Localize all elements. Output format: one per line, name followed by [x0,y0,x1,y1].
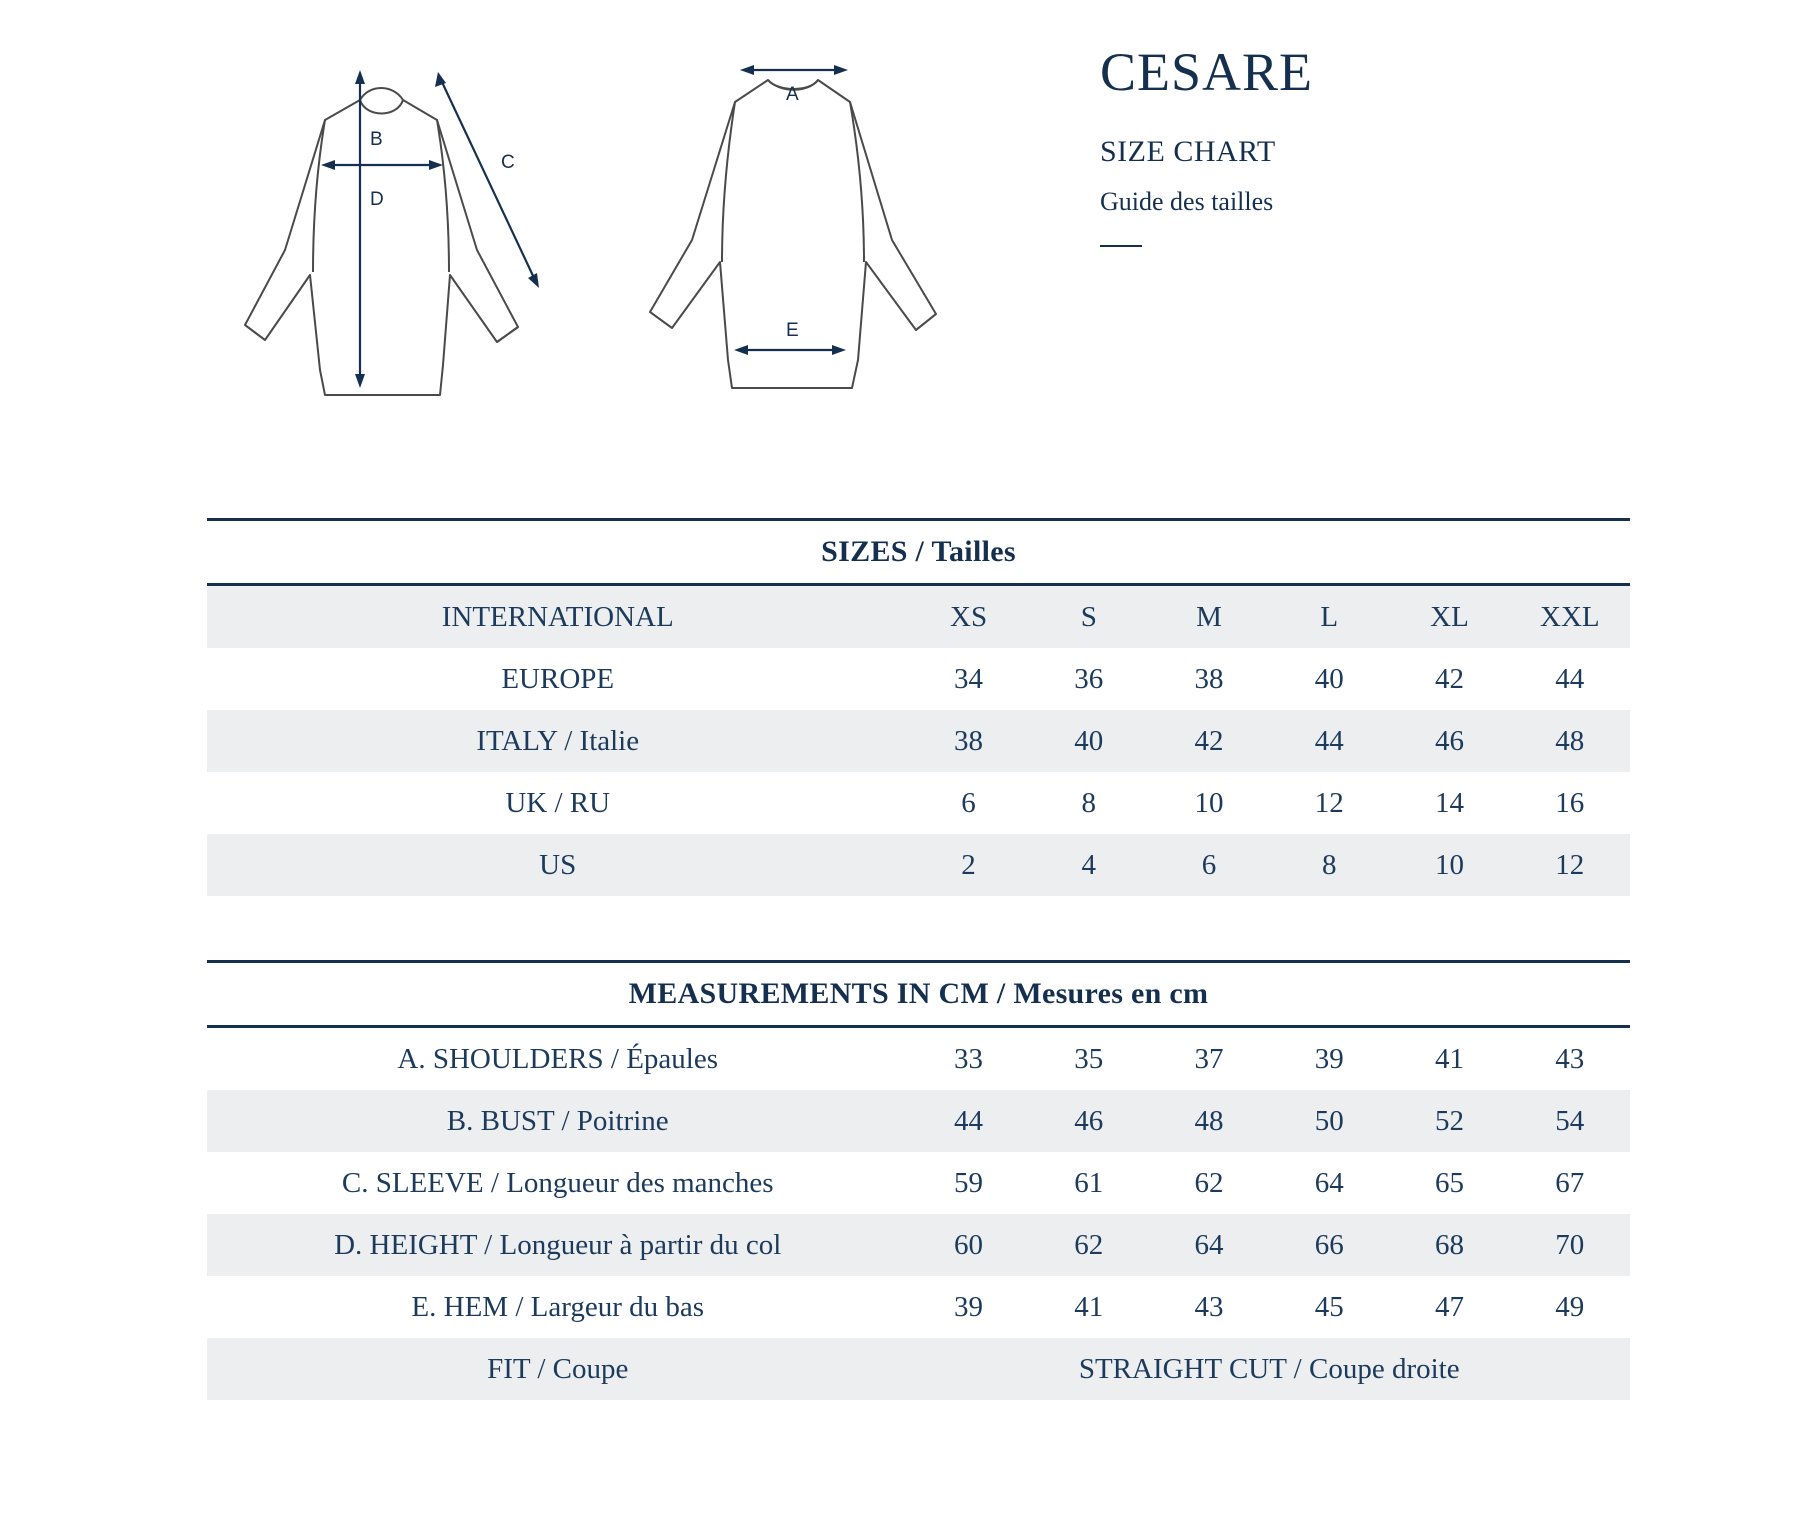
chart-subtitle-fr: Guide des tailles [1100,187,1274,216]
row-value: 38 [908,710,1028,772]
row-value: 37 [1194,1042,1224,1075]
row-value: 44 [908,1090,1028,1152]
row-value: 68 [1389,1214,1509,1276]
table-row [207,1214,1630,1276]
row-value: 46 [1029,1090,1149,1152]
row-value: 42 [1434,662,1464,695]
row-value: 64 [1314,1166,1344,1199]
row-label: B. BUST / Poitrine [207,1090,908,1152]
row-value: 40 [1029,710,1149,772]
label-c: C [501,152,515,173]
sizes-heading-en: SIZES [821,535,908,568]
table-row [207,710,1630,772]
fit-row [207,1338,1630,1400]
fit-label: FIT / Coupe [207,1338,908,1400]
row-value: 66 [1269,1214,1389,1276]
row-value: L [1269,585,1389,649]
label-b: B [370,129,383,150]
row-value: 70 [1510,1214,1630,1276]
row-label: E. HEM / Largeur du bas [411,1290,705,1323]
table-row [207,834,1630,896]
row-value: 52 [1389,1090,1509,1152]
arrow-b [321,160,443,170]
row-value: XXL [1510,585,1630,649]
row-value: 48 [1510,710,1630,772]
front-garment-illustration [225,40,605,405]
row-value: 61 [1074,1166,1104,1199]
sizes-table-container [207,518,1630,896]
row-value: 42 [1149,710,1269,772]
row-value: XS [908,585,1028,649]
measurements-heading-en: MEASUREMENTS IN CM [628,977,990,1010]
divider-rule [1100,245,1142,247]
row-value: 64 [1149,1214,1269,1276]
row-value: 8 [1269,834,1389,896]
row-value: 12 [1314,786,1344,819]
back-garment-illustration [640,40,1020,405]
row-value: 8 [1081,786,1097,819]
row-label: C. SLEEVE / Longueur des manches [341,1166,774,1199]
row-value: 49 [1555,1290,1585,1323]
row-label: ITALY / Italie [207,710,908,772]
sizes-heading-sep: / [907,535,932,568]
row-value: 4 [1029,834,1149,896]
sizes-table [207,518,1630,896]
row-label: UK / RU [505,786,611,819]
measurements-table-heading-row [207,962,1630,1027]
row-value: 35 [1074,1042,1104,1075]
row-value: 62 [1194,1166,1224,1199]
arrow-a [740,65,848,75]
header-illustration-area [0,0,1800,470]
table-row [207,772,1630,834]
row-value: 10 [1389,834,1509,896]
row-label: EUROPE [501,662,615,695]
row-label: D. HEIGHT / Longueur à partir du col [207,1214,908,1276]
row-label: INTERNATIONAL [207,585,908,649]
row-value: 41 [1074,1290,1104,1323]
fit-value: STRAIGHT CUT / Coupe droite [908,1338,1630,1400]
row-value: 44 [1555,662,1585,695]
row-value: 2 [908,834,1028,896]
measurements-heading-sep: / [989,977,1014,1010]
label-a: A [786,84,799,105]
row-value: 43 [1194,1290,1224,1323]
row-value: 12 [1510,834,1630,896]
row-value: 47 [1434,1290,1464,1323]
sizes-table-heading-row [207,520,1630,585]
arrow-d [355,70,365,388]
table-row [207,1027,1630,1091]
row-value: 16 [1555,786,1585,819]
row-value: 33 [954,1042,984,1075]
row-value: 40 [1314,662,1344,695]
page-title: CESARE [1100,42,1314,102]
label-e: E [786,320,799,341]
row-value: 65 [1434,1166,1464,1199]
row-value: 41 [1434,1042,1464,1075]
row-value: 45 [1314,1290,1344,1323]
row-value: 39 [1314,1042,1344,1075]
row-value: 60 [908,1214,1028,1276]
table-row [207,1090,1630,1152]
label-d: D [370,189,384,210]
row-value: 54 [1510,1090,1630,1152]
row-value: XL [1389,585,1509,649]
measurements-heading-fr: Mesures en cm [1013,977,1209,1010]
row-value: 67 [1555,1166,1585,1199]
arrow-c [435,72,539,288]
table-row [207,585,1630,649]
measurements-table [207,960,1630,1400]
row-value: 39 [954,1290,984,1323]
measurements-table-container [207,960,1630,1400]
table-row [207,648,1630,710]
row-value: 62 [1029,1214,1149,1276]
row-value: M [1149,585,1269,649]
row-value: 36 [1074,662,1104,695]
table-row [207,1276,1630,1338]
row-value: 59 [954,1166,984,1199]
brand-block [1100,42,1620,247]
row-value: 44 [1269,710,1389,772]
row-value: 46 [1389,710,1509,772]
row-label: A. SHOULDERS / Épaules [397,1042,719,1075]
arrow-e [734,345,846,355]
row-value: 43 [1555,1042,1585,1075]
row-value: 48 [1149,1090,1269,1152]
row-value: S [1029,585,1149,649]
row-value: 10 [1194,786,1224,819]
row-value: 50 [1269,1090,1389,1152]
row-value: 6 [961,786,976,819]
table-row [207,1152,1630,1214]
row-value: 14 [1434,786,1464,819]
row-label: US [207,834,908,896]
row-value: 34 [954,662,984,695]
row-value: 6 [1149,834,1269,896]
sizes-heading-fr: Tailles [931,535,1016,568]
chart-subtitle: SIZE CHART [1100,135,1276,168]
row-value: 38 [1194,662,1224,695]
